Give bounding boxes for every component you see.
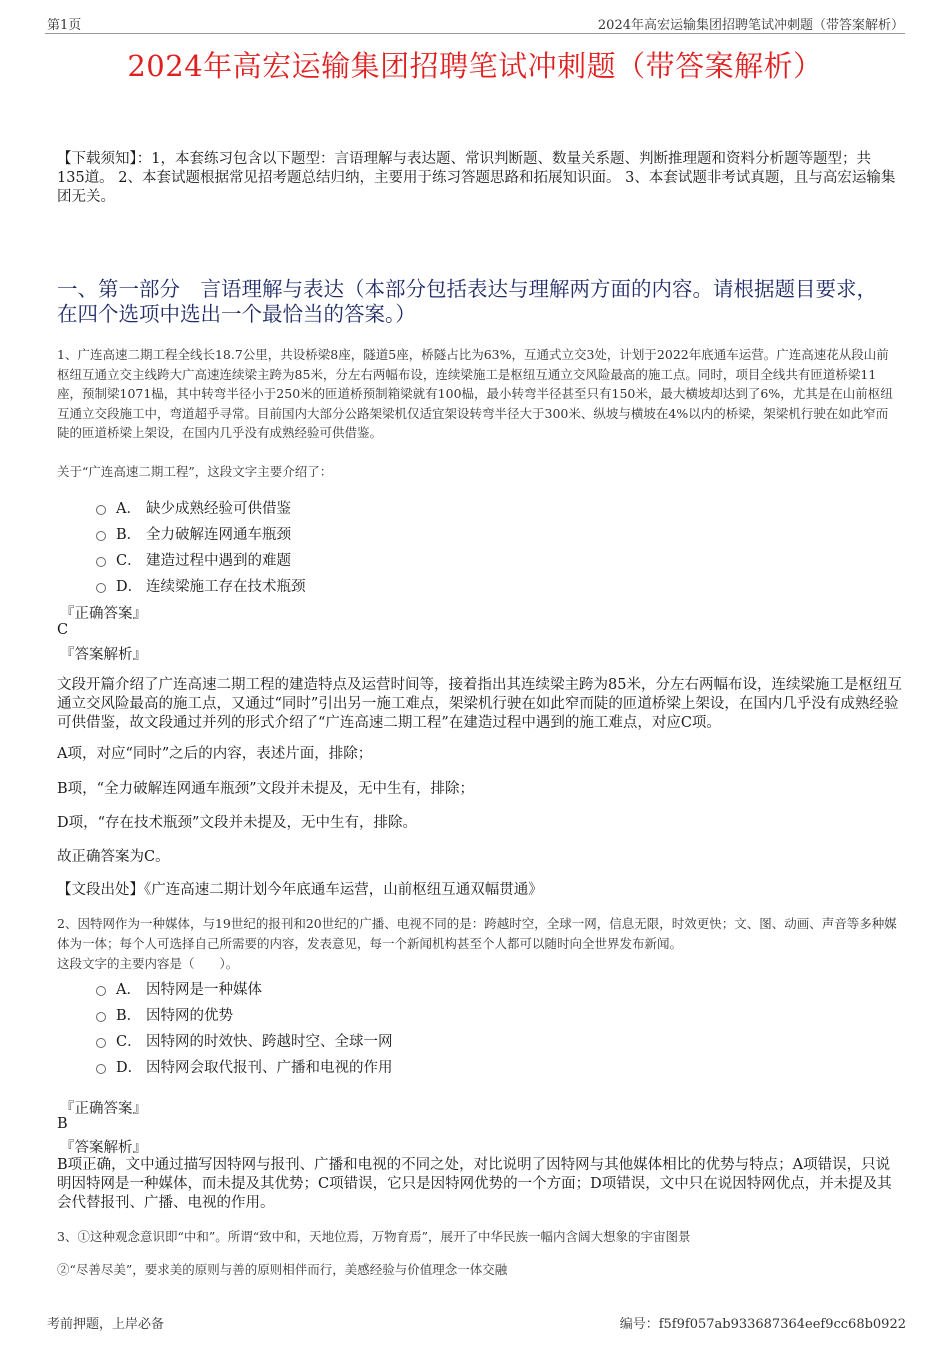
question-1-note-a: A项，对应“同时”之后的内容，表述片面，排除； <box>57 746 373 762</box>
question-1-note-d: D项，“存在技术瓶颈”文段并未提及，无中生有，排除。 <box>57 815 417 831</box>
radio-icon[interactable] <box>96 1038 106 1048</box>
radio-icon[interactable] <box>96 1012 106 1022</box>
question-1-correct-label: 『正确答案』 <box>60 606 147 622</box>
option-text: 缺少成熟经验可供借鉴 <box>146 501 291 517</box>
question-2-prompt: 这段文字的主要内容是（ ）。 <box>57 956 239 971</box>
question-1-stem: 1、广连高速二期工程全线长18.7公里，共设桥梁8座，隧道5座，桥隧占比为63%，互通式立交3处，计划于2022年底通车运营。广连高速花从段山前枢纽互通立交主线跨大广高速连续梁主跨为85米，分左右两幅布设，连续梁施工是枢纽互通立交风险最高的施工点。同时，项目全线共有匝道桥梁11座，预制梁1071榀，其中转弯半径小于250米的匝道桥预制箱梁就有100榀，最小转弯半径甚至只有150米，最大横坡却达到了6%，尤其是在山前枢纽互通立交段施工中，弯道超乎寻常。目前国内大部分公路架梁机仅适宜架设转弯半径大于300米、纵坡与横坡在4%以内的桥梁，架梁机行驶在如此窄而陡的匝道桥梁上架设，在国内几乎没有成熟经验可供借鉴。 <box>57 347 893 440</box>
question-1-analysis-label: 『答案解析』 <box>60 647 147 663</box>
header-doc-title: 2024年高宏运输集团招聘笔试冲刺题（带答案解析） <box>597 18 904 33</box>
page-title: 2024年高宏运输集团招聘笔试冲刺题（带答案解析） <box>127 49 823 83</box>
section-title: 一、第一部分 言语理解与表达（本部分包括表达与理解两方面的内容。请根据题目要求，在四个选项中选出一个最恰当的答案。） <box>57 277 877 326</box>
option-text: 因特网是一种媒体 <box>146 982 262 998</box>
option-letter: D． <box>116 579 143 595</box>
option-letter: B． <box>116 1008 142 1024</box>
page-number: 第1页 <box>47 18 82 33</box>
option-letter: B． <box>116 527 142 543</box>
question-2-option-b[interactable] <box>96 1004 233 1025</box>
question-2-analysis: B项正确，文中通过描写因特网与报刊、广播和电视的不同之处，对比说明了因特网与其他媒体相比的优势与特点；A项错误，只说明因特网是一种媒体，而未提及其优势；C项错误，它只是因特网优势的一个方面；D项错误，文中只在说因特网优点，并未提及其会代替报刊、广播、电视的作用。 <box>57 1157 892 1211</box>
option-text: 连续梁施工存在技术瓶颈 <box>146 579 306 595</box>
radio-icon[interactable] <box>96 986 106 996</box>
question-1-option-c[interactable] <box>96 549 291 570</box>
radio-icon[interactable] <box>96 531 106 541</box>
question-1-option-b[interactable] <box>96 523 291 544</box>
option-text: 因特网的优势 <box>146 1008 233 1024</box>
download-notice: 【下载须知】：1，本套练习包含以下题型：言语理解与表达题、常识判断题、数量关系题、判断推理题和资料分析题等题型；共135道。 2、本套试题根据常见招考题总结归纳，主要用于练习答题思路和拓展知识面。 3、本套试题非考试真题，且与高宏运输集团无关。 <box>57 151 896 205</box>
question-1-analysis: 文段开篇介绍了广连高速二期工程的建造特点及运营时间等，接着指出其连续梁主跨为85米，分左右两幅布设，连续梁施工是枢纽互通立交风险最高的施工点，又通过“同时”引出另一施工难点，架梁机行驶在如此窄而陡的匝道桥梁上架设，在国内几乎没有成熟经验可供借鉴，故文段通过并列的形式介绍了“广连高速二期工程”在建造过程中遇到的施工难点，对应C项。 <box>57 677 902 731</box>
question-2-option-a[interactable] <box>96 978 262 999</box>
question-2-analysis-label: 『答案解析』 <box>60 1140 147 1156</box>
option-letter: C． <box>116 1034 142 1050</box>
question-1-prompt: 关于“广连高速二期工程”，这段文字主要介绍了： <box>57 464 333 479</box>
header-divider <box>45 33 905 34</box>
question-1-option-d[interactable] <box>96 575 306 596</box>
question-1-note-b: B项，“全力破解连网通车瓶颈”文段并未提及，无中生有，排除； <box>57 781 474 797</box>
question-1-correct-answer: C <box>57 622 69 638</box>
question-2-correct-answer: B <box>57 1116 68 1132</box>
radio-icon[interactable] <box>96 1064 106 1074</box>
question-2-option-d[interactable] <box>96 1056 393 1077</box>
footer-slogan: 考前押题，上岸必备 <box>47 1317 165 1332</box>
option-text: 建造过程中遇到的难题 <box>146 553 291 569</box>
radio-icon[interactable] <box>96 557 106 567</box>
question-3-item-1: 3、①这种观念意识即“中和”。所谓“致中和，天地位焉，万物育焉”，展开了中华民族一幅内含阔大想象的宇宙图景 <box>57 1229 691 1244</box>
radio-icon[interactable] <box>96 505 106 515</box>
question-1-source: 【文段出处】《广连高速二期计划今年底通车运营，山前枢纽互通双幅贯通》 <box>57 882 543 898</box>
question-2-stem: 2、因特网作为一种媒体，与19世纪的报刊和20世纪的广播、电视不同的是：跨越时空，全球一网，信息无限，时效更快；文、图、动画、声音等多种媒体为一体；每个人可选择自己所需要的内容，发表意见，每一个新闻机构甚至个人都可以随时向全世界发布新闻。 <box>57 916 897 951</box>
option-text: 因特网会取代报刊、广播和电视的作用 <box>146 1060 393 1076</box>
question-2-option-c[interactable] <box>96 1030 393 1051</box>
radio-icon[interactable] <box>96 583 106 593</box>
option-letter: A． <box>116 982 141 998</box>
footer-doc-id: 编号：f5f9f057ab933687364eef9cc68b0922 <box>619 1317 906 1332</box>
question-3-item-2: ②“尽善尽美”，要求美的原则与善的原则相伴而行，美感经验与价值理念一体交融 <box>57 1262 508 1277</box>
question-1-conclusion: 故正确答案为C。 <box>57 849 170 865</box>
option-letter: C． <box>116 553 142 569</box>
question-1-option-a[interactable] <box>96 497 291 518</box>
option-letter: A． <box>116 501 141 517</box>
option-text: 因特网的时效快、跨越时空、全球一网 <box>146 1034 393 1050</box>
option-letter: D． <box>116 1060 143 1076</box>
option-text: 全力破解连网通车瓶颈 <box>146 527 291 543</box>
question-2-correct-label: 『正确答案』 <box>60 1101 147 1117</box>
